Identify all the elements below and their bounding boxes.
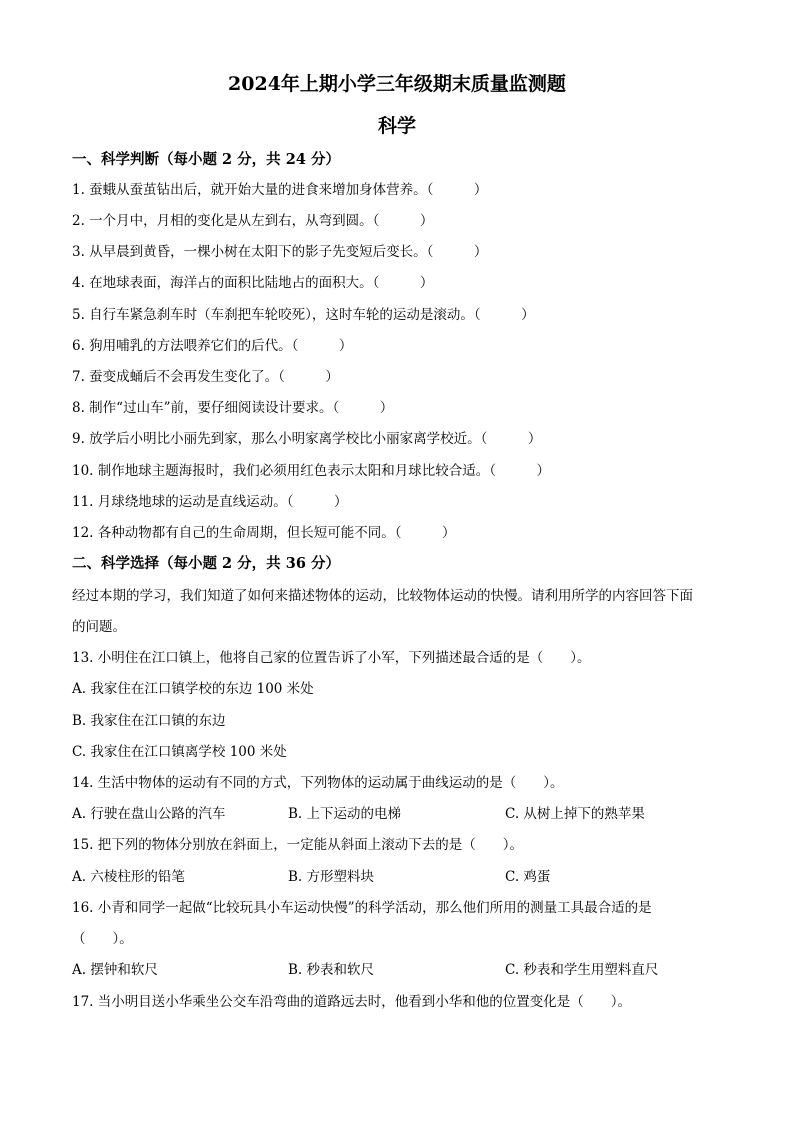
question-16-option-b: B. 秒表和软尺 — [288, 962, 375, 978]
question-6: 6. 狗用哺乳的方法喂养它们的后代。（ ） — [72, 338, 353, 354]
question-14: 14. 生活中物体的运动有不同的方式，下列物体的运动属于曲线运动的是（ ）。 — [72, 775, 564, 791]
question-16-option-c: C. 秒表和学生用塑料直尺 — [505, 962, 659, 978]
question-15: 15. 把下列的物体分别放在斜面上，一定能从斜面上滚动下去的是（ ）。 — [72, 837, 524, 853]
question-13-option-b: B. 我家住在江口镇的东边 — [72, 713, 226, 729]
question-15-option-a: A. 六棱柱形的铅笔 — [72, 869, 185, 885]
question-16-line-1: 16. 小青和同学一起做“比较玩具小车运动快慢”的科学活动，那么他们所用的测量工具最合适的是 — [72, 900, 652, 916]
section-2-intro-line-2: 的问题。 — [72, 619, 126, 635]
question-15-option-b: B. 方形塑料块 — [288, 869, 375, 885]
question-1: 1. 蚕蛾从蚕茧钻出后，就开始大量的进食来增加身体营养。（ ） — [72, 182, 488, 198]
question-8: 8. 制作“过山车”前，要仔细阅读设计要求。（ ） — [72, 400, 394, 416]
question-15-option-c: C. 鸡蛋 — [505, 869, 551, 885]
question-2: 2. 一个月中，月相的变化是从左到右，从弯到圆。（ ） — [72, 213, 434, 229]
question-3: 3. 从早晨到黄昏，一棵小树在太阳下的影子先变短后变长。（ ） — [72, 244, 488, 260]
question-14-option-a: A. 行驶在盘山公路的汽车 — [72, 806, 226, 822]
question-11: 11. 月球绕地球的运动是直线运动。（ ） — [72, 494, 348, 510]
question-7: 7. 蚕变成蛹后不会再发生变化了。（ ） — [72, 369, 339, 385]
question-13-option-a: A. 我家住在江口镇学校的东边 100 米处 — [72, 681, 314, 697]
question-13-option-c: C. 我家住在江口镇离学校 100 米处 — [72, 744, 287, 760]
question-13: 13. 小明住在江口镇上，他将自己家的位置告诉了小军，下列描述最合适的是（ ）。 — [72, 650, 591, 666]
section-1-heading: 一、科学判断（每小题 2 分，共 24 分） — [72, 151, 340, 168]
question-12: 12. 各种动物都有自己的生命周期，但长短可能不同。（ ） — [72, 525, 456, 541]
section-2-heading: 二、科学选择（每小题 2 分，共 36 分） — [72, 555, 340, 572]
question-16-option-a: A. 摆钟和软尺 — [72, 962, 158, 978]
page-title: 2024年上期小学三年级期末质量监测题 — [228, 73, 566, 95]
question-16-line-2: （ ）。 — [72, 931, 133, 947]
subject-title: 科学 — [377, 115, 416, 137]
question-10: 10. 制作地球主题海报时，我们必须用红色表示太阳和月球比较合适。（ ） — [72, 463, 551, 479]
question-4: 4. 在地球表面，海洋占的面积比陆地占的面积大。（ ） — [72, 275, 434, 291]
question-14-option-c: C. 从树上掉下的熟苹果 — [505, 806, 645, 822]
section-2-intro-line-1: 经过本期的学习，我们知道了如何来描述物体的运动，比较物体运动的快慢。请利用所学的内容回答下面 — [72, 588, 693, 604]
question-14-option-b: B. 上下运动的电梯 — [288, 806, 402, 822]
question-17: 17. 当小明目送小华乘坐公交车沿弯曲的道路远去时，他看到小华和他的位置变化是（ ）。 — [72, 994, 632, 1010]
question-5: 5. 自行车紧急刹车时（车刹把车轮咬死），这时车轮的运动是滚动。（ ） — [72, 307, 535, 323]
question-9: 9. 放学后小明比小丽先到家，那么小明家离学校比小丽家离学校近。（ ） — [72, 431, 542, 447]
